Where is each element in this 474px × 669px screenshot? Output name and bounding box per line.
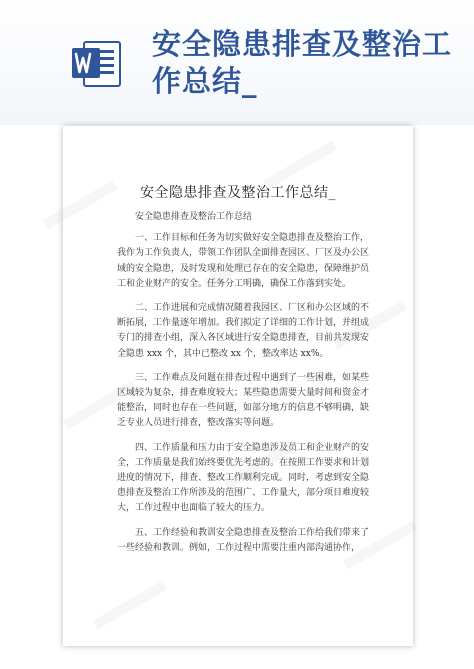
paragraph: 二、工作进展和完成情况随着我园区、厂区和办公区域的不断拓展，工作量逐年增加。我们拟定了详细的工作计划，并组成专门的排查小组，深入各区域进行安全隐患排查，目前共发现安全隐患 xxx 个，其中已整改 xx 个，整改率达 xx%。 [117,303,370,359]
paragraph: 五、工作经验和教训安全隐患排查及整治工作给我们带来了一些经验和教训。例如，工作过程中需要注重内部沟通协作， [117,527,370,553]
header-title: 安全隐患排查及整治工作总结_ [152,27,453,98]
word-document-icon [68,34,124,90]
header-banner [0,0,474,125]
document-subtitle: 安全隐患排查及整治工作总结 [135,212,253,222]
document-title: 安全隐患排查及整治工作总结_ [140,185,336,201]
paragraph: 三、工作难点及问题在排查过程中遇到了一些困难，如某些区域较为复杂，排查难度较大；某些隐患需要大量时间和资金才能整治，同时也存在一些问题，如部分地方的信息不够明确，缺乏专业人员进行排查，整改落实等问题。 [117,372,370,429]
document-page [63,126,413,646]
document-body [117,210,372,565]
paragraph: 一、工作目标和任务为切实做好安全隐患排查及整治工作，我作为工作负责人，带领工作团队全面排查园区、厂区及办公区域的安全隐患，及时发现和处理已存在的安全隐患，保障维护员工和企业财产的安全。任务分工明确，确保工作落到实处。 [117,233,370,289]
paragraph: 四、工作质量和压力由于安全隐患涉及员工和企业财产的安全，工作质量是我们始终要优先考虑的。在按照工作要求和计划进度的情况下，排查、整改工作顺利完成。同时，考虑到安全隐患排查及整治工作所涉及的范围广、工作量大，部分项目难度较大，工作过程中也面临了较大的压力。 [117,442,370,514]
